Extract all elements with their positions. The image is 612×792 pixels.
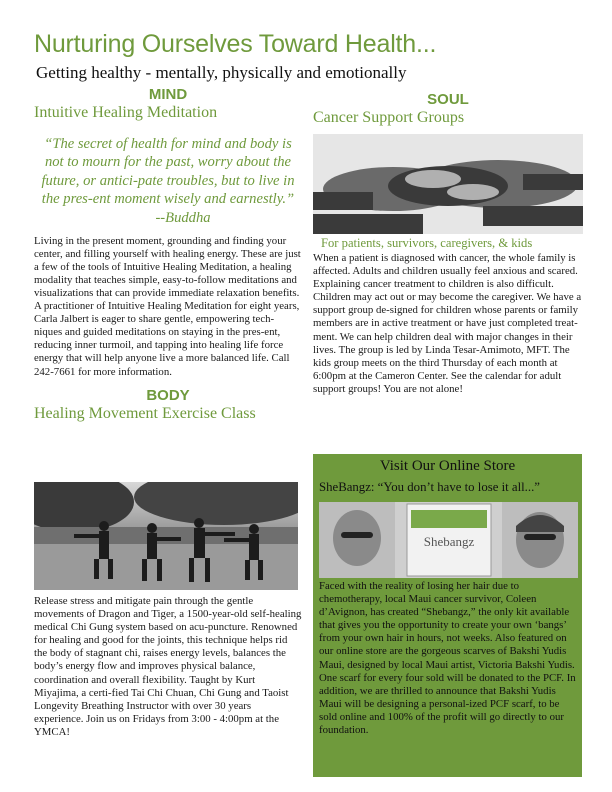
soul-body-text: When a patient is diagnosed with cancer, the whole family is affected. Adults and children usually feel anxious and scared. Explaining cancer treatment to children is also difficult. Children may act out or may become the caregiver. We have a support group de-signed for children whose parents or family members are in active treatment or have just completed treat-ment. We can help children deal with major changes in their lives. The group is led by Linda Tesar-Amimoto, MFT. The kids group meets on the third Thursday of each month at 6:00pm at the Cameron Center. See the calendar for adult support groups! You are not alone! (313, 252, 582, 395)
right-column (313, 86, 583, 127)
page-title: Nurturing Ourselves Toward Health... (34, 30, 437, 58)
body-section-text: Release stress and mitigate pain through the gentle movements of Dragon and Tiger, a 1500-year-old self-healing medical Chi Gung system based on acu-puncture. Renowned for healing and good for the joints, this technique helps rid the body of stagnant chi, raises energy levels, balances the body’s energy flow and improves physical balance, coordination and overall flexibility. Taught by Kurt Miyajima, a certi-fied Tai Chi Chuan, Chi Gung and Taoist Longevity Breathing Instructor with over 30 years experience. Join us on Fridays from 3:00 - 4:00pm at the YMCA! (34, 595, 302, 738)
online-store-box (313, 454, 582, 777)
tai-chi-class-photo (34, 482, 298, 590)
quote-author: --Buddha (155, 209, 211, 226)
store-heading: Visit Our Online Store (379, 458, 516, 474)
mind-body-text: Living in the present moment, grounding and finding your center, and filling yourself with healing energy. These are just a few of the tools of Intuitive Healing Meditation, a healing modality that teaches simple, easy-to-follow meditations and visualizations that can provide immediate relaxation benefits. A practitioner of Intuitive Healing Meditation for eight years, Carla Jalbert is eager to share gentle, empowering tech-niques and guided meditations on staying in the pres-ent, reducing inner turmoil, and tapping into healing life force energy that will help anyone live a more balanced life. Call 242-7661 for more information. (34, 234, 301, 378)
stacked-hands-photo (313, 134, 583, 234)
store-body-text: Faced with the reality of losing her hair due to chemotherapy, local Maui cancer survivor, Coleen d’Avignon, has created “Shebangz,” the only kit available that gives you the opportunity to create your own ‘bangs’ from your own hair in hours, not weeks. Also featured on our online store are the gorgeous scarves of Bakshi Yudis Maui, designed by local Maui artist, Victoria Bakshi Yudis. One scarf for every four sold will be donated to the PCF. In addition, we are thrilled to announce that Bakshi Yudis Maui will be designing a personal-ized PCF scarf, to be sold online and 100% of the profit will go directly to our foundation. (319, 580, 576, 737)
page-subtitle: Getting healthy - mentally, physically and emotionally (36, 63, 407, 82)
support-group-caption: For patients, survivors, caregivers, & kids (321, 236, 533, 250)
mind-subheading: Intuitive Healing Meditation (34, 104, 218, 121)
body-subheading: Healing Movement Exercise Class (34, 404, 256, 422)
soul-subheading: Cancer Support Groups (313, 109, 465, 126)
shebangz-label: Shebangz (423, 534, 475, 549)
body-heading: BODY (146, 386, 190, 404)
soul-heading: SOUL (427, 91, 469, 108)
mind-heading: MIND (148, 86, 188, 103)
left-column (34, 86, 302, 423)
store-subheading: SheBangz: “You don’t have to lose it all...” (319, 480, 540, 494)
shebangz-product-photo (319, 502, 578, 578)
buddha-quote: “The secret of health for mind and body is not to mourn for the past, worry about the future, or antici-pate troubles, but to live in the pres-ent moment wisely and earnestly.” (41, 136, 295, 208)
